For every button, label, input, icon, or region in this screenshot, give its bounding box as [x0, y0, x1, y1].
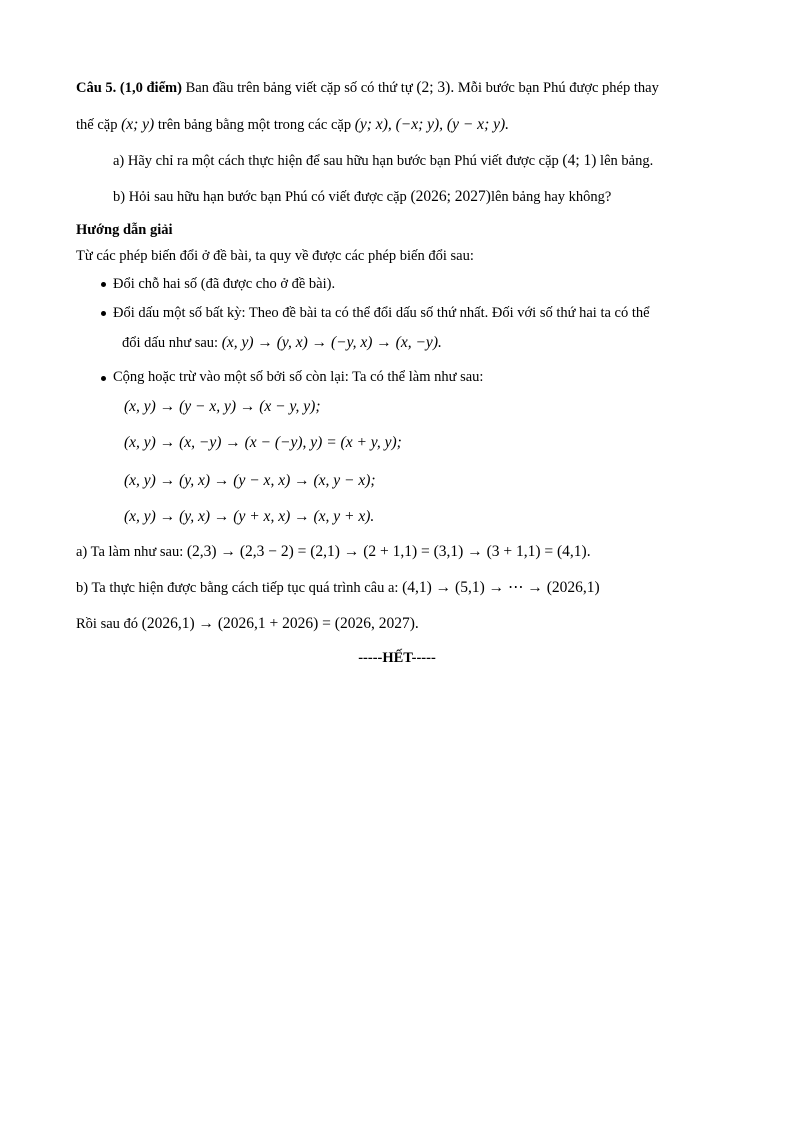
solution-heading: Hướng dẫn giải	[76, 222, 173, 238]
answer-b-prefix: b) Ta thực hiện được bằng cách tiếp tục quá trình câu a:	[76, 580, 399, 596]
bullet-item-2-continuation	[122, 333, 442, 353]
bullet2-cont-math: (x, y) → (y, x) → (−y, x) → (x, −y).	[221, 334, 442, 351]
bullet-item-2: Đổi dấu một số bất kỳ: Theo đề bài ta có thể đổi dấu số thứ nhất. Đối với số thứ hai ta có thể	[113, 305, 650, 321]
answer-a-prefix: a) Ta làm như sau:	[76, 544, 184, 560]
formula-2: (x, y) → (x, −y) → (x − (−y), y) = (x + y, y);	[124, 434, 402, 451]
solution-intro: Từ các phép biến đổi ở đề bài, ta quy về được các phép biến đổi sau:	[76, 248, 474, 264]
question-line2-options: (y; x), (−x; y), (y − x; y).	[354, 116, 510, 133]
answer-b-continuation	[76, 614, 419, 634]
bullet-item-3: Cộng hoặc trừ vào một số bởi số còn lại: Ta có thể làm như sau:	[113, 369, 484, 385]
question-part-b	[113, 187, 611, 207]
question-part-a	[113, 151, 653, 171]
answer-b2-math: (2026,1) → (2026,1 + 2026) = (2026, 2027).	[141, 615, 419, 632]
answer-b2-prefix: Rồi sau đó	[76, 616, 139, 632]
question-line2-pair: (x; y)	[121, 116, 155, 133]
bullet-marker	[101, 311, 106, 316]
bullet-marker	[101, 282, 106, 287]
question-intro-text: Ban đầu trên bảng viết cặp số có thứ tự	[185, 80, 413, 96]
answer-a	[76, 542, 591, 562]
question-intro-pair: (2; 3).	[416, 79, 455, 96]
part-b-pair: (2026; 2027)	[410, 188, 491, 205]
answer-b-math: (4,1) → (5,1) → ⋯ → (2026,1)	[402, 579, 600, 596]
part-a-suffix: lên bảng.	[600, 153, 654, 169]
bullet-item-1: Đổi chỗ hai số (đã được cho ở đề bài).	[113, 276, 336, 292]
question-line2-prefix: thế cặp	[76, 117, 118, 133]
bullet-marker	[101, 376, 106, 381]
answer-a-math: (2,3) → (2,3 − 2) = (2,1) → (2 + 1,1) = (3,1) → (3 + 1,1) = (4,1).	[186, 543, 591, 560]
end-marker: -----HẾT-----	[358, 650, 436, 666]
part-a-prefix: a) Hãy chỉ ra một cách thực hiện để sau hữu hạn bước bạn Phú viết được cặp	[113, 153, 559, 169]
formula-3: (x, y) → (y, x) → (y − x, x) → (x, y − x);	[124, 472, 376, 489]
formula-4: (x, y) → (y, x) → (y + x, x) → (x, y + x).	[124, 508, 375, 525]
question-intro-rest: Mỗi bước bạn Phú được phép thay	[457, 80, 659, 96]
question-line-1	[76, 78, 659, 98]
formula-1: (x, y) → (y − x, y) → (x − y, y);	[124, 398, 321, 415]
question-label: Câu 5. (1,0 điểm)	[76, 80, 182, 96]
part-b-prefix: b) Hỏi sau hữu hạn bước bạn Phú có viết được cặp	[113, 189, 407, 205]
answer-b	[76, 578, 600, 598]
question-line-2	[76, 115, 509, 135]
part-a-pair: (4; 1)	[562, 152, 597, 169]
bullet2-cont-prefix: đổi dấu như sau:	[122, 335, 219, 351]
question-line2-middle: trên bảng bằng một trong các cặp	[157, 117, 352, 133]
part-b-suffix: lên bảng hay không?	[490, 189, 612, 205]
